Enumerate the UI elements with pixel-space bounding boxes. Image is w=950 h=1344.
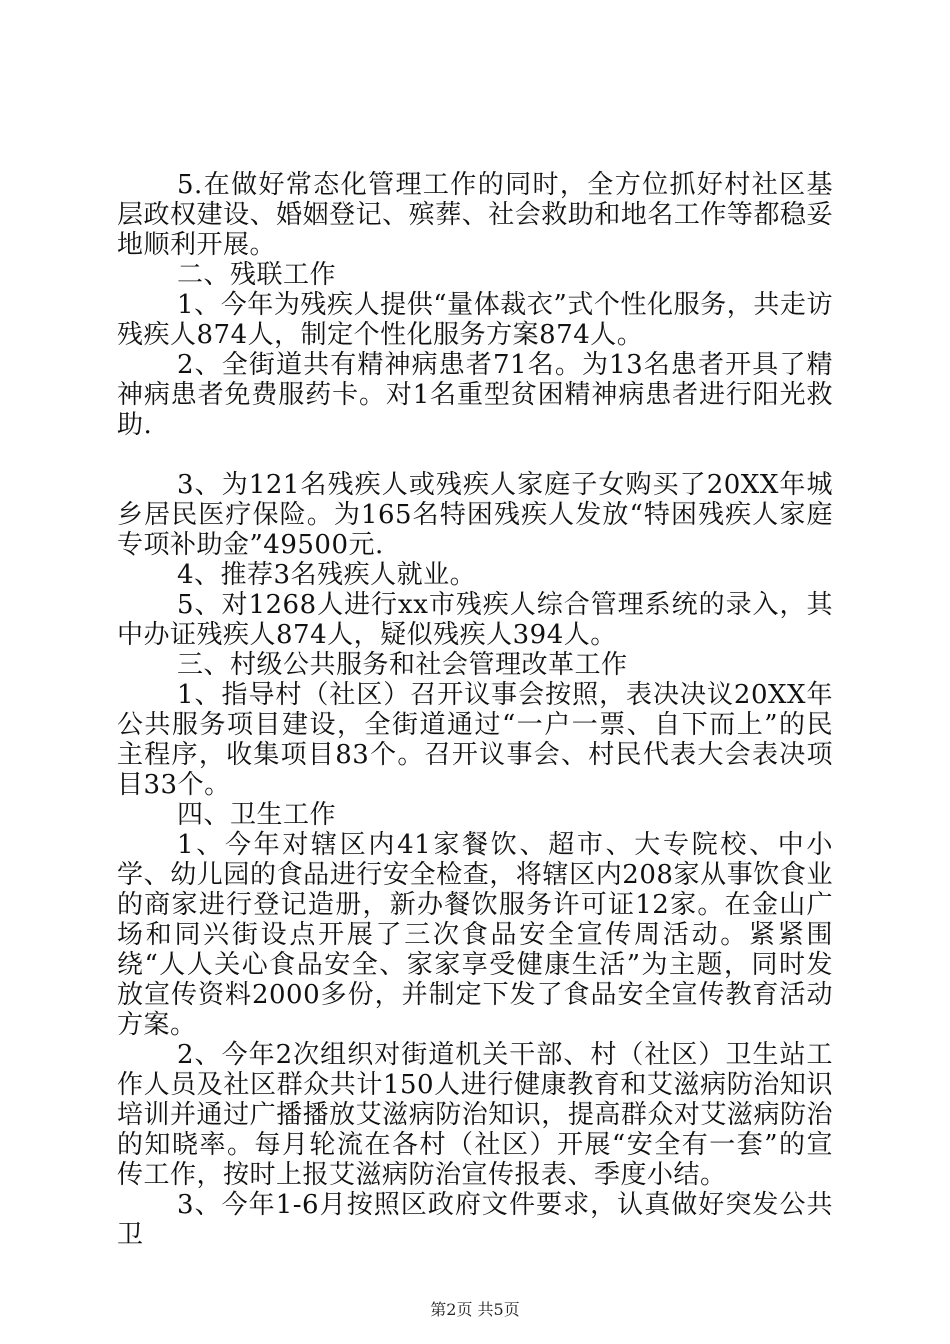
- section-heading-disability-federation: 二、残联工作: [177, 260, 337, 290]
- page-footer: 第2页 共5页: [430, 1300, 520, 1319]
- paragraph-disability-item-1: 1、今年为残疾人提供“量体裁衣”式个性化服务，共走访残疾人874人，制定个性化服务方案874人。: [117, 290, 833, 350]
- paragraph-disability-item-5: 5、对1268人进行xx市残疾人综合管理系统的录入，其中办证残疾人874人，疑似残疾人394人。: [117, 590, 833, 650]
- paragraph-spacer: [117, 440, 833, 470]
- paragraph-health-item-1: 1、今年对辖区内41家餐饮、超市、大专院校、中小学、幼儿园的食品进行安全检查，将辖区内208家从事饮食业的商家进行登记造册，新办餐饮服务许可证12家。在金山广场和同兴街设点开展了三次食品安全宣传周活动。紧紧围绕“人人关心食品安全、家家享受健康生活”为主题，同时发放宣传资料2000多份，并制定下发了食品安全宣传教育活动方案。: [117, 830, 833, 1040]
- paragraph-health-item-2: 2、今年2次组织对街道机关干部、村（社区）卫生站工作人员及社区群众共计150人进行健康教育和艾滋病防治知识培训并通过广播播放艾滋病防治知识，提高群众对艾滋病防治的知晓率。每月轮流在各村（社区）开展“安全有一套”的宣传工作，按时上报艾滋病防治宣传报表、季度小结。: [117, 1040, 833, 1190]
- paragraph-disability-item-4: 4、推荐3名残疾人就业。: [177, 560, 477, 590]
- paragraph-public-service-item-1: 1、指导村（社区）召开议事会按照，表决决议20XX年公共服务项目建设，全街道通过“一户一票、自下而上”的民主程序，收集项目83个。召开议事会、村民代表大会表决项目33个。: [117, 680, 833, 800]
- paragraph-disability-item-3: 3、为121名残疾人或残疾人家庭子女购买了20XX年城乡居民医疗保险。为165名特困残疾人发放“特困残疾人家庭专项补助金”49500元.: [117, 470, 833, 560]
- section-heading-health-work: 四、卫生工作: [177, 800, 337, 830]
- paragraph-disability-item-2: 2、全街道共有精神病患者71名。为13名患者开具了精神病患者免费服药卡。对1名重型贫困精神病患者进行阳光救助.: [117, 350, 833, 440]
- paragraph-civil-affairs-item-5: 5.在做好常态化管理工作的同时，全方位抓好村社区基层政权建设、婚姻登记、殡葬、社会救助和地名工作等都稳妥地顺利开展。: [117, 170, 833, 260]
- paragraph-health-item-3: 3、今年1-6月按照区政府文件要求，认真做好突发公共卫: [117, 1190, 833, 1250]
- document-body: [117, 170, 833, 1250]
- section-heading-public-service-reform: 三、村级公共服务和社会管理改革工作: [177, 650, 628, 680]
